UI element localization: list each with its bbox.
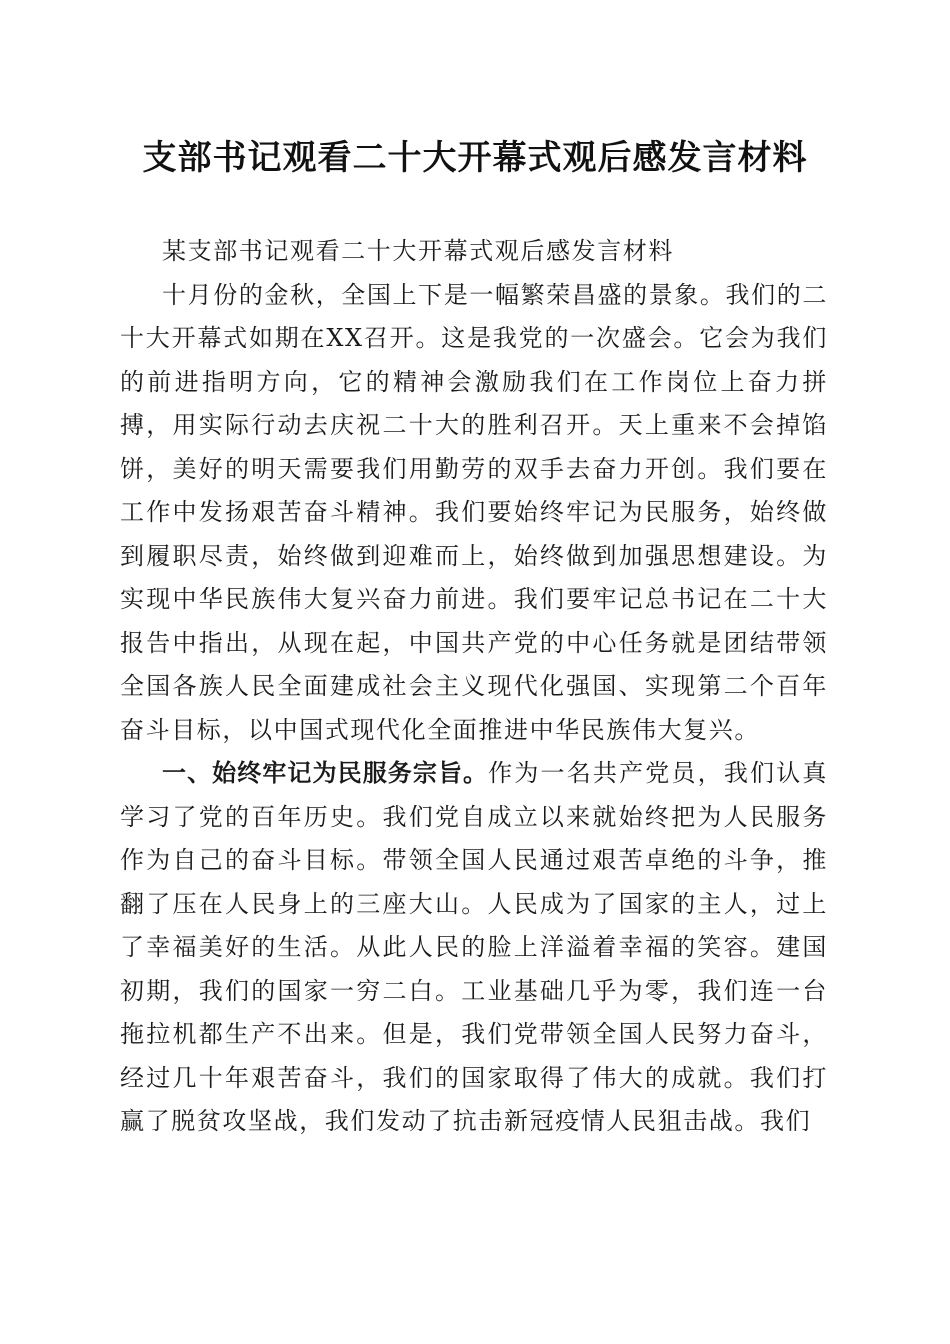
section-1-text: 作为一名共产党员，我们认真学习了党的百年历史。我们党自成立以来就始终把为人民服务作为自己的奋斗目标。带领全国人民通过艰苦卓绝的斗争，推翻了压在人民身上的三座大山。人民成为了国家的主人，过上了幸福美好的生活。从此人民的脸上洋溢着幸福的笑容。建国初期，我们的国家一穷二白。工业基础几乎为零，我们连一台拖拉机都生产不出来。但是，我们党带领全国人民努力奋斗，经过几十年艰苦奋斗，我们的国家取得了伟大的成就。我们打赢了脱贫攻坚战，我们发动了抗击新冠疫情人民狙击战。我们: [120, 759, 828, 1135]
document-body: [120, 230, 828, 1144]
document-title: 支部书记观看二十大开幕式观后感发言材料: [142, 138, 808, 178]
intro-paragraph: 十月份的金秋，全国上下是一幅繁荣昌盛的景象。我们的二十大开幕式如期在XX召开。这是我党的一次盛会。它会为我们的前进指明方向，它的精神会激励我们在工作岗位上奋力拼搏，用实际行动去庆祝二十大的胜利召开。天上重来不会掉馅饼，美好的明天需要我们用勤劳的双手去奋力开创。我们要在工作中发扬艰苦奋斗精神。我们要始终牢记为民服务，始终做到履职尽责，始终做到迎难而上，始终做到加强思想建设。为实现中华民族伟大复兴奋力前进。我们要牢记总书记在二十大报告中指出，从现在起，中国共产党的中心任务就是团结带领全国各族人民全面建成社会主义现代化强国、实现第二个百年奋斗目标，以中国式现代化全面推进中华民族伟大复兴。: [120, 280, 828, 744]
subtitle-paragraph: 某支部书记观看二十大开幕式观后感发言材料: [162, 237, 674, 265]
section-1-paragraph: [120, 752, 828, 1144]
section-1-heading: 一、始终牢记为民服务宗旨。: [162, 759, 489, 787]
